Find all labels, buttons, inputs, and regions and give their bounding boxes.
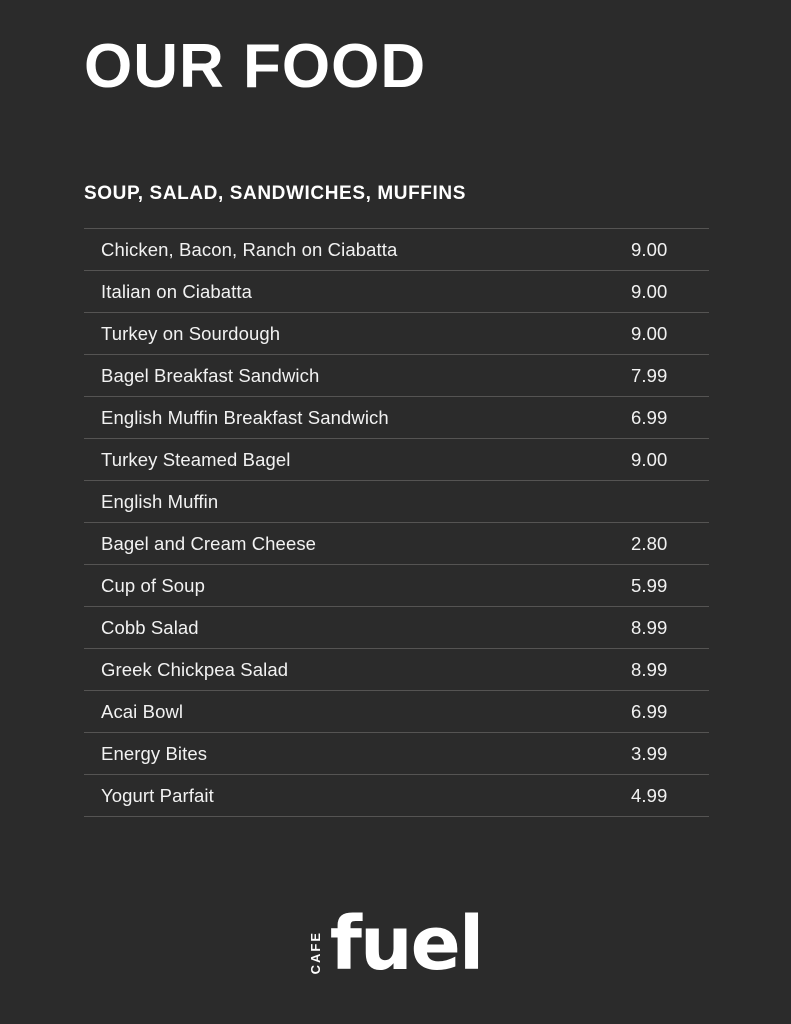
menu-item-name: Energy Bites [101, 742, 208, 764]
menu-item-row [84, 439, 709, 481]
menu-item-name: English Muffin [101, 490, 219, 512]
menu-item-row [84, 649, 709, 691]
menu-item-row [84, 271, 709, 313]
menu-item-name: Italian on Ciabatta [101, 280, 253, 302]
menu-item-name: Cobb Salad [101, 616, 199, 638]
menu-item-row [84, 775, 709, 817]
menu-item-price: 4.99 [631, 784, 668, 806]
menu-item-name: Chicken, Bacon, Ranch on Ciabatta [101, 238, 398, 260]
menu-item-row [84, 733, 709, 775]
menu-item-row [84, 355, 709, 397]
menu-item-name: Turkey on Sourdough [101, 322, 281, 344]
menu-item-row [84, 691, 709, 733]
menu-item-price: 7.99 [631, 364, 668, 386]
menu-item-price: 5.99 [631, 574, 668, 596]
menu-item-row [84, 607, 709, 649]
brand-logo [0, 901, 791, 987]
logo-inner [307, 901, 483, 987]
menu-item-row [84, 313, 709, 355]
menu-item-name: English Muffin Breakfast Sandwich [101, 406, 389, 428]
menu-item-name: Bagel and Cream Cheese [101, 532, 317, 554]
menu-item-name: Yogurt Parfait [101, 784, 214, 806]
menu-list [84, 228, 709, 817]
menu-item-price: 6.99 [631, 406, 668, 428]
logo-cafe-label: CAFE [307, 930, 323, 975]
menu-item-row [84, 228, 709, 271]
menu-item-name: Bagel Breakfast Sandwich [101, 364, 320, 386]
menu-item-price: 9.00 [631, 322, 668, 344]
menu-item-price: 6.99 [631, 700, 668, 722]
menu-item-name: Cup of Soup [101, 574, 205, 596]
menu-item-price: 8.99 [631, 658, 668, 680]
section-title: SOUP, SALAD, SANDWICHES, MUFFINS [84, 183, 466, 204]
menu-item-price: 9.00 [631, 448, 668, 470]
menu-item-price: 8.99 [631, 616, 668, 638]
page-title: OUR FOOD [84, 32, 427, 101]
menu-item-row [84, 565, 709, 607]
menu-item-name: Acai Bowl [101, 700, 184, 722]
menu-item-price: 9.00 [631, 238, 668, 260]
menu-item-row [84, 397, 709, 439]
menu-item-price: 2.80 [631, 532, 668, 554]
menu-item-row [84, 481, 709, 523]
menu-item-price: 3.99 [631, 742, 668, 764]
menu-item-row [84, 523, 709, 565]
logo-wordmark: fuel [329, 901, 483, 987]
menu-item-price: 9.00 [631, 280, 668, 302]
menu-item-name: Turkey Steamed Bagel [101, 448, 291, 470]
menu-item-name: Greek Chickpea Salad [101, 658, 289, 680]
